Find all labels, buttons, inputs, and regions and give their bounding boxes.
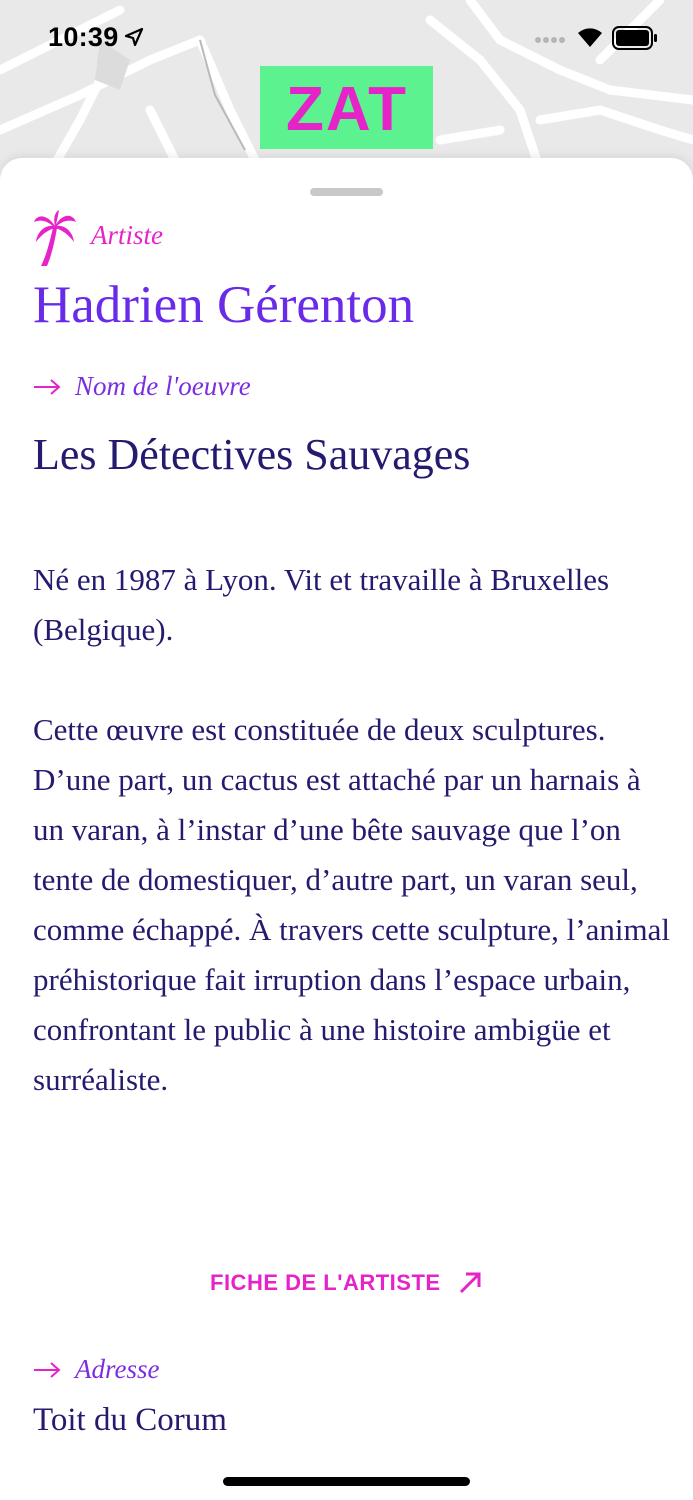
sheet-drag-handle[interactable] <box>310 188 383 196</box>
zat-logo <box>260 66 433 149</box>
artwork-sheet <box>0 158 693 1500</box>
arrow-right-icon <box>33 1361 61 1379</box>
work-title-label <box>33 371 251 402</box>
location-arrow-icon <box>124 27 144 52</box>
address-label-text: Adresse <box>75 1354 160 1384</box>
battery-icon <box>612 26 658 55</box>
artist-role-label: Artiste <box>91 220 163 250</box>
artist-name: Hadrien Gérenton <box>33 276 415 334</box>
signal-icon <box>535 33 567 51</box>
arrow-up-right-icon <box>457 1270 483 1296</box>
work-label-text: Nom de l'oeuvre <box>75 371 251 401</box>
address-label <box>33 1354 159 1385</box>
home-indicator[interactable] <box>223 1477 470 1486</box>
status-time: 10:39 <box>48 22 119 52</box>
logo-text: ZAT <box>285 79 408 136</box>
arrow-right-icon <box>33 378 61 396</box>
artist-profile-link[interactable] <box>210 1270 483 1296</box>
palm-tree-icon <box>33 210 77 273</box>
artist-bio: Né en 1987 à Lyon. Vit et travaille à Bruxelles (Belgique). <box>33 562 610 647</box>
wifi-icon <box>575 25 605 54</box>
artist-link-label: FICHE DE L'ARTISTE <box>210 1270 441 1295</box>
artwork-description: Cette œuvre est constituée de deux sculptures. D’une part, un cactus est attaché par un harnais à un varan, à l’instar d’une bête sauvage que l’on tente de domestiquer, d’autre part, un varan seul, comme échappé. À travers cette sculpture, l’animal préhistorique fait irruption dans l’espace urbain, confrontant le public à une histoire ambigüe et surréaliste. <box>33 712 670 1097</box>
work-title: Les Détectives Sauvages <box>33 430 471 479</box>
address-value: Toit du Corum <box>33 1402 227 1438</box>
